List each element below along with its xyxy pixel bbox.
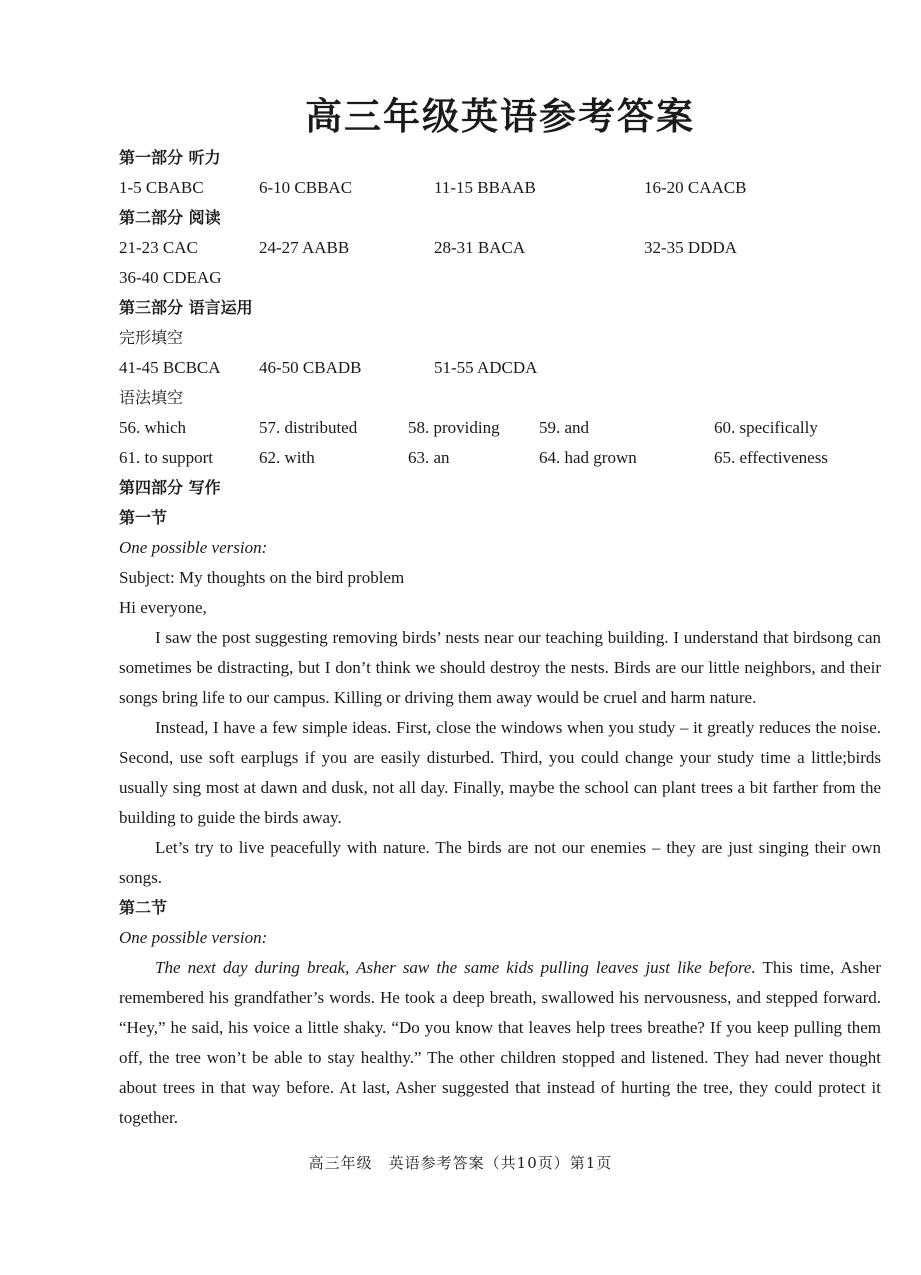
part1-answers xyxy=(119,173,881,203)
answer-group: 36-40 CDEAG xyxy=(119,268,222,287)
answer-group: 24-27 AABB xyxy=(259,238,350,257)
section1-heading: 第一节 xyxy=(119,508,168,527)
email-paragraph: I saw the post suggesting removing birds’ nests near our teaching building. I understand that birdsong can sometimes be distracting, but I don’t think we should destroy the nests. Birds are our little neighbors, and their songs bring life to our campus. Killing or driving them away would be cruel and harm nature. xyxy=(119,628,881,707)
answer-group: 6-10 CBBAC xyxy=(259,178,353,197)
part2-answers-row1 xyxy=(119,233,881,263)
grammar-answer: 60. specifically xyxy=(714,418,818,437)
email-paragraph: Let’s try to live peacefully with nature. The birds are not our enemies – they are just singing their own songs. xyxy=(119,838,881,887)
answer-group: 41-45 BCBCA xyxy=(119,358,221,377)
section2-version-label: One possible version: xyxy=(119,928,268,947)
answer-group: 28-31 BACA xyxy=(434,238,526,257)
part3-heading: 第三部分 语言运用 xyxy=(119,298,253,317)
section1-version-label: One possible version: xyxy=(119,538,268,557)
answer-group: 11-15 BBAAB xyxy=(434,178,536,197)
grammar-answer: 57. distributed xyxy=(259,418,358,437)
grammar-answer: 63. an xyxy=(408,448,450,467)
grammar-answer: 58. providing xyxy=(408,418,500,437)
cloze-answers xyxy=(119,353,881,383)
page-footer: 高三年级 英语参考答案（共10页）第1页 xyxy=(308,1154,613,1172)
email-greeting: Hi everyone, xyxy=(119,598,207,617)
section2-heading: 第二节 xyxy=(119,898,168,917)
grammar-answer: 61. to support xyxy=(119,448,213,467)
grammar-answer: 65. effectiveness xyxy=(714,448,828,467)
grammar-answer: 56. which xyxy=(119,418,187,437)
grammar-answer: 62. with xyxy=(259,448,315,467)
cloze-heading: 完形填空 xyxy=(119,328,184,347)
story-paragraph xyxy=(119,953,881,1133)
answer-group: 51-55 ADCDA xyxy=(434,358,538,377)
answer-group: 46-50 CBADB xyxy=(259,358,362,377)
story-opening-sentence: The next day during break, Asher saw the same kids pulling leaves just like before. xyxy=(155,958,756,977)
grammar-heading: 语法填空 xyxy=(119,388,184,407)
answer-group: 16-20 CAACB xyxy=(644,178,747,197)
grammar-answers-row2 xyxy=(119,443,881,473)
part4-heading: 第四部分 写作 xyxy=(119,478,221,497)
grammar-answer: 59. and xyxy=(539,418,590,437)
answer-group: 21-23 CAC xyxy=(119,238,198,257)
answer-group: 32-35 DDDA xyxy=(644,238,738,257)
email-subject: Subject: My thoughts on the bird problem xyxy=(119,568,405,587)
part2-heading: 第二部分 阅读 xyxy=(119,208,221,227)
answer-content xyxy=(119,143,881,1133)
grammar-answers-row1 xyxy=(119,413,881,443)
grammar-answer: 64. had grown xyxy=(539,448,637,467)
story-continuation: This time, Asher remembered his grandfather’s words. He took a deep breath, swallowed his nervousness, and stepped forward. “Hey,” he said, his voice a little shaky. “Do you know that leaves help trees breathe? If you keep pulling them off, the tree won’t be able to stay healthy.” The other children stopped and listened. They had never thought about trees in that way before. At last, Asher suggested that instead of hurting the tree, they could protect it together. xyxy=(119,958,881,1127)
page-title: 高三年级英语参考答案 xyxy=(305,95,695,138)
email-paragraph: Instead, I have a few simple ideas. First, close the windows when you study – it greatly reduces the noise. Second, use soft earplugs if you are easily disturbed. Third, you could change your study time a little;birds usually sing most at dawn and dusk, not all day. Finally, maybe the school can plant trees a bit farther from the building to guide the birds away. xyxy=(119,718,881,827)
part2-answers-row2 xyxy=(119,263,881,293)
answer-group: 1-5 CBABC xyxy=(119,178,204,197)
part1-heading: 第一部分 听力 xyxy=(119,148,221,167)
